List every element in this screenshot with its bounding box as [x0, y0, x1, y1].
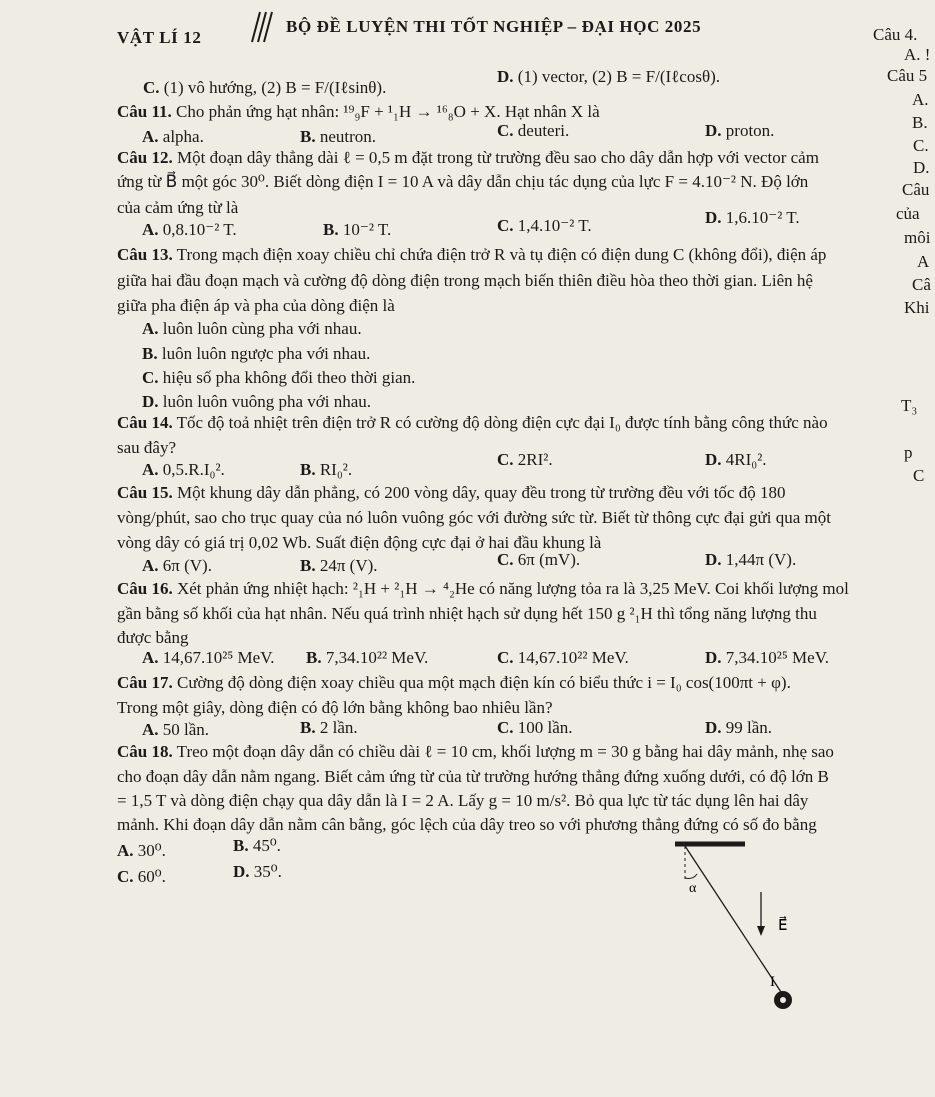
margin-text-10: A — [917, 252, 930, 271]
text-line-31: B. 24π (V). — [300, 556, 378, 575]
margin-text-4: B. — [912, 113, 928, 132]
text-line-32: C. 6π (mV). — [497, 550, 581, 569]
margin-text-1: A. ! — [904, 45, 931, 64]
text-line-53: C. 60⁰. — [117, 867, 166, 886]
text-line-40: D. 7,34.10²⁵ MeV. — [705, 648, 830, 667]
text-line-29: vòng dây có giá trị 0,02 Wb. Suất điện động cực đại ở hai đầu khung là — [117, 533, 602, 552]
text-line-44: B. 2 lần. — [300, 718, 358, 737]
current-label: I — [770, 974, 775, 990]
text-line-20: D. luôn luôn vuông pha với nhau. — [142, 392, 372, 411]
text-line-15: giữa hai đầu đoạn mạch và cường độ dòng điện trong mạch biến thiên điều hòa theo thời gian. Liên hệ — [117, 271, 813, 290]
suspension-wire — [685, 846, 781, 992]
text-line-54: D. 35⁰. — [233, 862, 282, 881]
text-line-34: Câu 16. Xét phản ứng nhiệt hạch: ²₁H + ²₁H → ⁴₂He có năng lượng tỏa ra là 3,25 MeV. Coi khối lượng mol — [117, 579, 849, 598]
margin-text-0: Câu 4. — [873, 25, 918, 44]
text-line-39: C. 14,67.10²² MeV. — [497, 648, 629, 667]
margin-text-6: D. — [913, 158, 930, 177]
text-line-48: cho đoạn dây dẫn nằm ngang. Biết cảm ứng từ của từ trường hướng thẳng đứng xuống dưới, có độ lớn B — [117, 767, 829, 786]
text-line-8: ứng từ B⃗ một góc 30⁰. Biết dòng điện I = 10 A và dây dẫn chịu tác dụng của lực F = 4.10⁻² N. Độ lớn — [117, 172, 809, 191]
margin-text-5: C. — [913, 136, 929, 155]
text-line-0: C. (1) vô hướng, (2) B = F/(Iℓsinθ). — [143, 78, 387, 97]
text-line-26: D. 4RI₀². — [705, 450, 767, 469]
text-line-11: B. 10⁻² T. — [323, 220, 392, 239]
field-arrowhead — [757, 926, 765, 936]
text-line-17: A. luôn luôn cùng pha với nhau. — [142, 319, 362, 338]
text-line-7: Câu 12. Một đoạn dây thẳng dài ℓ = 0,5 m đặt trong từ trường đều sao cho dây dẫn hợp với vector cảm — [117, 148, 819, 167]
text-line-41: Câu 17. Cường độ dòng điện xoay chiều qua một mạch điện kín có biểu thức i = I₀ cos(100πt + φ). — [117, 673, 791, 692]
text-line-49: = 1,5 T và dòng điện chạy qua dây dẫn là I = 2 A. Lấy g = 10 m/s². Bỏ qua lực từ tác dụng lên hai dây — [117, 791, 809, 810]
text-line-27: Câu 15. Một khung dây dẫn phẳng, có 200 vòng dây, quay đều trong từ trường đều với tốc độ 180 — [117, 483, 786, 502]
text-line-42: Trong một giây, dòng điện có độ lớn bằng không bao nhiêu lần? — [117, 698, 553, 717]
text-line-36: được bằng — [117, 628, 189, 647]
text-line-30: A. 6π (V). — [142, 556, 212, 575]
text-line-25: C. 2RI². — [497, 450, 553, 469]
text-line-51: A. 30⁰. — [117, 841, 166, 860]
subject-label: VẬT LÍ 12 — [117, 28, 202, 47]
text-line-18: B. luôn luôn ngược pha với nhau. — [142, 344, 371, 363]
text-line-21: Câu 14. Tốc độ toả nhiệt trên điện trở R có cường độ dòng điện cực đại I₀ được tính bằng công thức nào — [117, 413, 828, 432]
text-line-35: gần bằng số khối của hạt nhân. Nếu quá trình nhiệt hạch sử dụng hết 150 g ²₁H thì tổng năng lượng thu — [117, 604, 817, 623]
text-line-33: D. 1,44π (V). — [705, 550, 797, 569]
margin-text-7: Câu — [902, 180, 930, 199]
text-line-22: sau đây? — [117, 438, 177, 457]
alpha-label: α — [689, 881, 697, 896]
text-line-47: Câu 18. Treo một đoạn dây dẫn có chiều dài ℓ = 10 cm, khối lượng m = 30 g bằng hai dây mảnh, nhẹ sao — [117, 742, 834, 761]
text-line-50: mảnh. Khi đoạn dây dẫn nằm cân bằng, góc lệch của dây treo so với phương thẳng đứng có số đo bằng — [117, 815, 817, 834]
header-stripes — [248, 10, 278, 44]
margin-text-12: Khi — [904, 298, 930, 317]
pendulum-figure — [665, 840, 835, 1070]
text-line-23: A. 0,5.R.I₀². — [142, 460, 225, 479]
text-line-24: B. RI₀². — [300, 460, 353, 479]
text-line-3: A. alpha. — [142, 127, 204, 146]
field-label: E⃗ — [778, 918, 788, 934]
margin-text-15: C — [913, 466, 925, 485]
text-line-45: C. 100 lần. — [497, 718, 573, 737]
margin-text-9: môi — [904, 228, 931, 247]
text-line-1: D. (1) vector, (2) B = F/(Iℓcosθ). — [497, 67, 721, 86]
text-line-28: vòng/phút, sao cho trục quay của nó luôn vuông góc với đường sức từ. Biết từ thông cực đại gửi qua một — [117, 508, 831, 527]
text-line-9: của cảm ứng từ là — [117, 198, 239, 217]
margin-text-8: của — [896, 204, 920, 223]
text-line-52: B. 45⁰. — [233, 836, 281, 855]
text-line-13: D. 1,6.10⁻² T. — [705, 208, 800, 227]
margin-text-11: Câ — [912, 275, 931, 294]
margin-text-3: A. — [912, 90, 929, 109]
text-line-10: A. 0,8.10⁻² T. — [142, 220, 237, 239]
text-line-16: giữa pha điện áp và pha của dòng điện là — [117, 296, 395, 315]
text-line-46: D. 99 lần. — [705, 718, 773, 737]
text-line-43: A. 50 lần. — [142, 720, 210, 739]
text-line-4: B. neutron. — [300, 127, 377, 146]
angle-arc — [685, 874, 697, 879]
text-line-37: A. 14,67.10²⁵ MeV. — [142, 648, 275, 667]
margin-text-14: p — [904, 443, 913, 462]
text-line-6: D. proton. — [705, 121, 775, 140]
text-line-19: C. hiệu số pha không đổi theo thời gian. — [142, 368, 416, 387]
text-line-38: B. 7,34.10²² MeV. — [306, 648, 429, 667]
text-line-5: C. deuteri. — [497, 121, 570, 140]
margin-text-2: Câu 5 — [887, 66, 928, 85]
text-line-14: Câu 13. Trong mạch điện xoay chiều chỉ chứa điện trở R và tụ điện có điện dung C (không đổi), điện áp — [117, 245, 827, 264]
page-title: BỘ ĐỀ LUYỆN THI TỐT NGHIỆP – ĐẠI HỌC 2025 — [286, 17, 702, 36]
text-line-2: Câu 11. Cho phản ứng hạt nhân: ¹⁹₉F + ¹₁H → ¹⁶₈O + X. Hạt nhân X là — [117, 102, 600, 121]
margin-text-13: T₃ — [901, 396, 918, 415]
text-line-12: C. 1,4.10⁻² T. — [497, 216, 592, 235]
